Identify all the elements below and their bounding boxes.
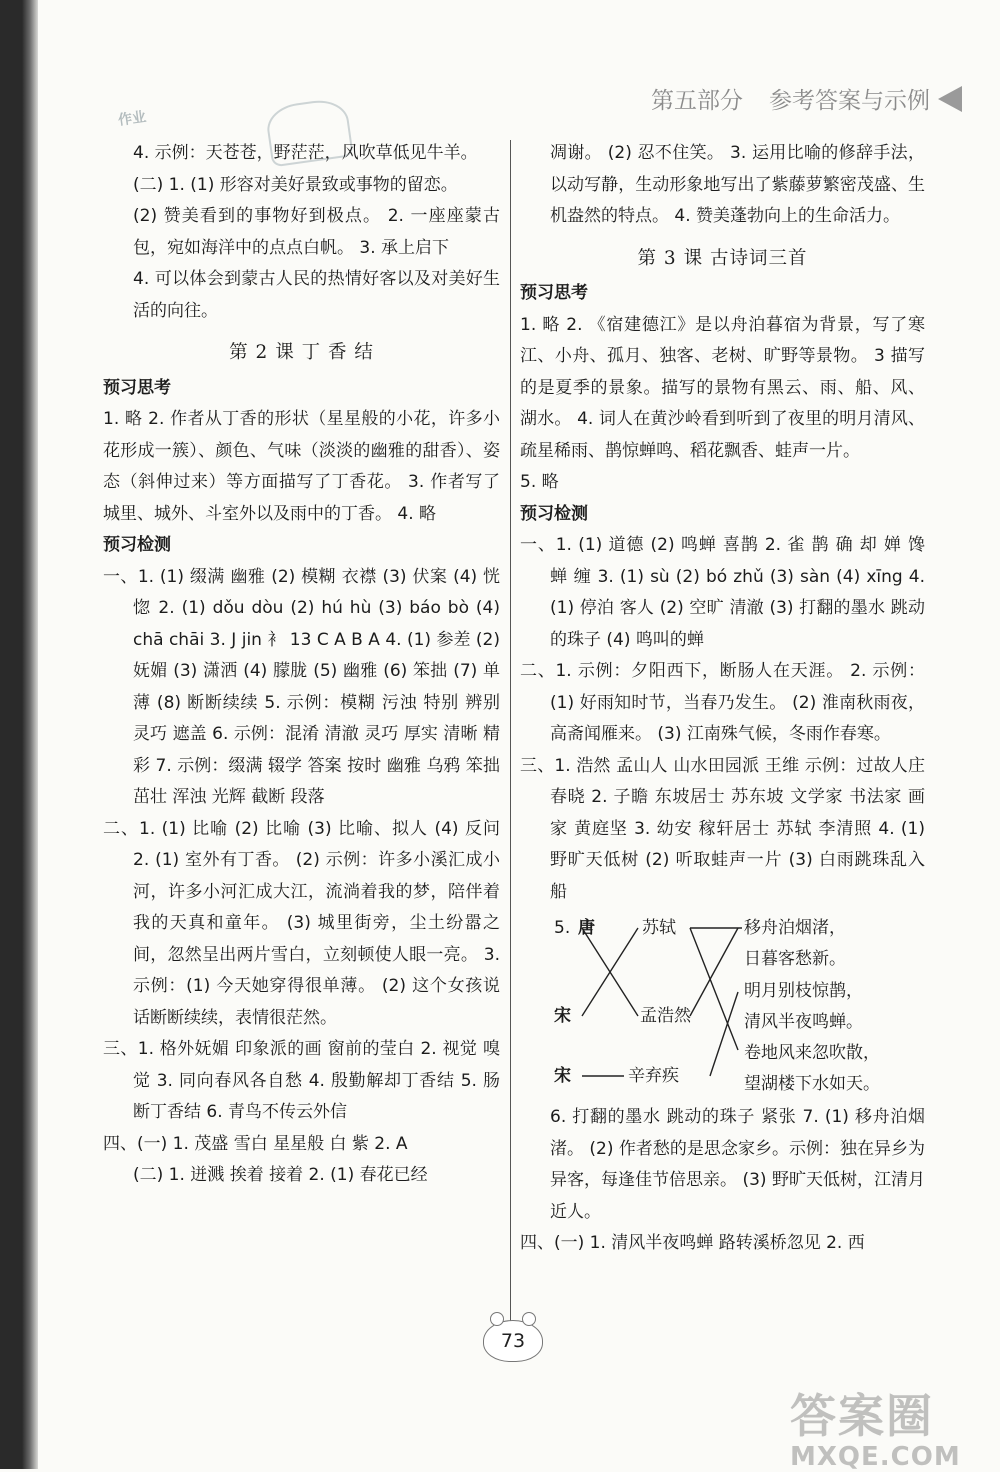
answer-paragraph: 二、1. 示例：夕阳西下，断肠人在天涯。 2. 示例：(1) 好雨知时节，当春乃发生。 (2) 淮南秋雨夜，高斋闻雁来。 (3) 江南殊气候，冬雨作春寒。 <box>520 661 925 744</box>
answer-paragraph: (二) 1. 迸溅 挨着 接着 2. (1) 春花已经 <box>133 1165 428 1185</box>
left-column <box>103 138 500 1192</box>
answer-paragraph: 6. 打翻的墨水 跳动的珠子 紧张 7. (1) 移舟泊烟渚。 (2) 作者愁的是思念家乡。示例：独在异乡为异客，每逢佳节倍思亲。 (3) 野旷天低树，江清月近人。 <box>550 1107 925 1222</box>
section-heading: 预习思考 <box>103 377 171 398</box>
poet-1: 苏轼 <box>642 918 676 938</box>
match-line-menghaoran <box>690 928 738 1016</box>
poem-line-3: 明月别枝惊鹊， <box>744 981 863 1001</box>
book-binding-edge <box>0 0 38 1469</box>
dynasty-1: 唐 <box>578 918 595 938</box>
poet-2: 孟浩然 <box>640 1006 691 1026</box>
answer-paragraph: 4. 示例：天苍苍，野茫茫，风吹草低见牛羊。 <box>133 143 478 163</box>
answer-paragraph: 凋谢。 (2) 忍不住笑。 3. 运用比喻的修辞手法，以动写静，生动形象地写出了紫藤萝繁密茂盛、生机盎然的特点。 4. 赞美蓬勃向上的生命活力。 <box>550 143 925 226</box>
dynasty-2: 宋 <box>554 1006 571 1026</box>
answer-paragraph: (2) 赞美看到的事物好到极点。 2. 一座座蒙古包，宛如海洋中的点点白帆。 3. 承上启下 <box>133 206 500 258</box>
matching-label: 5. <box>554 918 571 938</box>
lesson-title: 第 3 课 古诗词三首 <box>637 247 808 269</box>
header-title: 参考答案与示例 <box>769 88 930 114</box>
answer-paragraph: 1. 略 2. 作者从丁香的形状（星星般的小花，许多小花形成一簇）、颜色、气味（淡淡的幽雅的甜香）、姿态（斜伸过来）等方面描写了丁香花。 3. 作者写了城里、城外、斗室外以及雨中的丁香。 4. 略 <box>103 409 500 524</box>
poet-3: 辛弃疾 <box>628 1066 679 1086</box>
answer-paragraph: 三、1. 格外妩媚 印象派的画 窗前的莹白 2. 视觉 嗅觉 3. 同向春风各自愁 4. 殷勤解却丁香结 5. 肠断丁香结 6. 青鸟不传云外信 <box>103 1039 500 1122</box>
page-number: 73 <box>483 1320 543 1362</box>
logo-url: MXQE.COM <box>790 1442 961 1472</box>
answer-paragraph: 二、1. (1) 比喻 (2) 比喻 (3) 比喻、拟人 (4) 反问 2. (1) 室外有丁香。 (2) 示例：许多小溪汇成小河，许多小河汇成大江，流淌着我的梦，陪伴着我的天真和童年。 (3) 城里街旁，尘土纷嚣之间，忽然呈出两片雪白，立刻顿使人眼一亮。 3. 示例：(1) 今天她穿得很单薄。 (2) 这个女孩说话断断续续，表情很茫然。 <box>103 818 500 1028</box>
logo-text: 答案圈 <box>790 1389 934 1443</box>
right-column <box>520 138 925 1260</box>
answer-paragraph: 一、1. (1) 道德 (2) 鸣蝉 喜鹊 2. 雀 鹊 确 却 婵 馋 蝉 缠 3. (1) sù (2) bó zhǔ (3) sàn (4) xīng 4. (1) 停泊 客人 (2) 空旷 清澈 (3) 打翻的墨水 跳动的珠子 (4) 鸣叫的蝉 <box>520 535 925 650</box>
section-heading: 预习检测 <box>520 503 588 524</box>
answer-paragraph: 三、1. 浩然 孟山人 山水田园派 王维 示例：过故人庄 春晓 2. 子瞻 东坡居士 苏东坡 文学家 书法家 画家 黄庭坚 3. 幼安 稼轩居士 苏轼 李清照 4. (1) 野旷天低树 (2) 听取蛙声一片 (3) 白雨跳珠乱入船 <box>520 755 925 902</box>
poem-line-4: 清风半夜鸣蝉。 <box>744 1012 863 1032</box>
right-column-bottom <box>520 1102 925 1260</box>
answer-paragraph: 4. 可以体会到蒙古人民的热情好客以及对美好生活的向往。 <box>133 269 500 321</box>
dynasty-3: 宋 <box>554 1066 571 1086</box>
header-part: 第五部分 <box>651 88 743 114</box>
triangle-marker-icon <box>938 86 962 112</box>
poem-line-1: 移舟泊烟渚， <box>744 918 846 938</box>
running-header <box>651 82 962 115</box>
poem-line-5: 卷地风来忽吹散， <box>744 1043 880 1063</box>
answer-paragraph: 5. 略 <box>520 472 559 492</box>
poem-matching-diagram <box>520 910 925 1096</box>
section-heading: 预习思考 <box>520 283 588 303</box>
right-column-top <box>520 138 925 908</box>
answer-paragraph: 1. 略 2. 《宿建德江》是以舟泊暮宿为背景，写了寒江、小舟、孤月、独客、老树、旷野等景物。 3 描写的是夏季的景象。描写的景物有黑云、雨、船、风、湖水。 4. 词人在黄沙岭看到听到了夜里的明月清风、疏星稀雨、鹊惊蝉鸣、稻花飘香、蛙声一片。 <box>520 314 925 461</box>
answer-paragraph: 四、(一) 1. 清风半夜鸣蝉 路转溪桥忽见 2. 西 <box>520 1233 865 1253</box>
section-heading: 预习检测 <box>103 535 171 555</box>
column-divider <box>510 140 511 1335</box>
lesson-title: 第 2 课 丁 香 结 <box>229 342 374 363</box>
site-logo-watermark <box>790 1380 961 1472</box>
answer-paragraph: 一、1. (1) 缀满 幽雅 (2) 模糊 衣襟 (3) 伏案 (4) 恍惚 2. (1) dǒu dòu (2) hú hù (3) báo bò (4) chā chāi 3. J jin 衤 13 C A B A 4. (1) 参差 (2) 妩媚 (3) 潇洒 (4) 朦胧 (5) 幽雅 (6) 笨拙 (7) 单薄 (8) 断断续续 5. 示例：模糊 污浊 特别 辨别 灵巧 遮盖 6. 示例：混淆 清澈 灵巧 厚实 清晰 精彩 7. 示例：缀满 辍学 答案 按时 幽雅 乌鸦 笨拙 茁壮 浑浊 光辉 截断 段落 <box>103 566 500 807</box>
answer-paragraph: 四、(一) 1. 茂盛 雪白 星星般 白 紫 2. A <box>103 1133 408 1154</box>
poem-line-6: 望湖楼下水如天。 <box>744 1074 880 1094</box>
match-line-xinqiji <box>710 992 738 1076</box>
match-line-sushi-2 <box>690 928 738 1050</box>
poem-line-2: 日暮客愁新。 <box>744 949 846 969</box>
answer-paragraph: (二) 1. (1) 形容对美好景致或事物的留恋。 <box>133 174 458 195</box>
stamp-text: 作业 <box>117 109 148 129</box>
